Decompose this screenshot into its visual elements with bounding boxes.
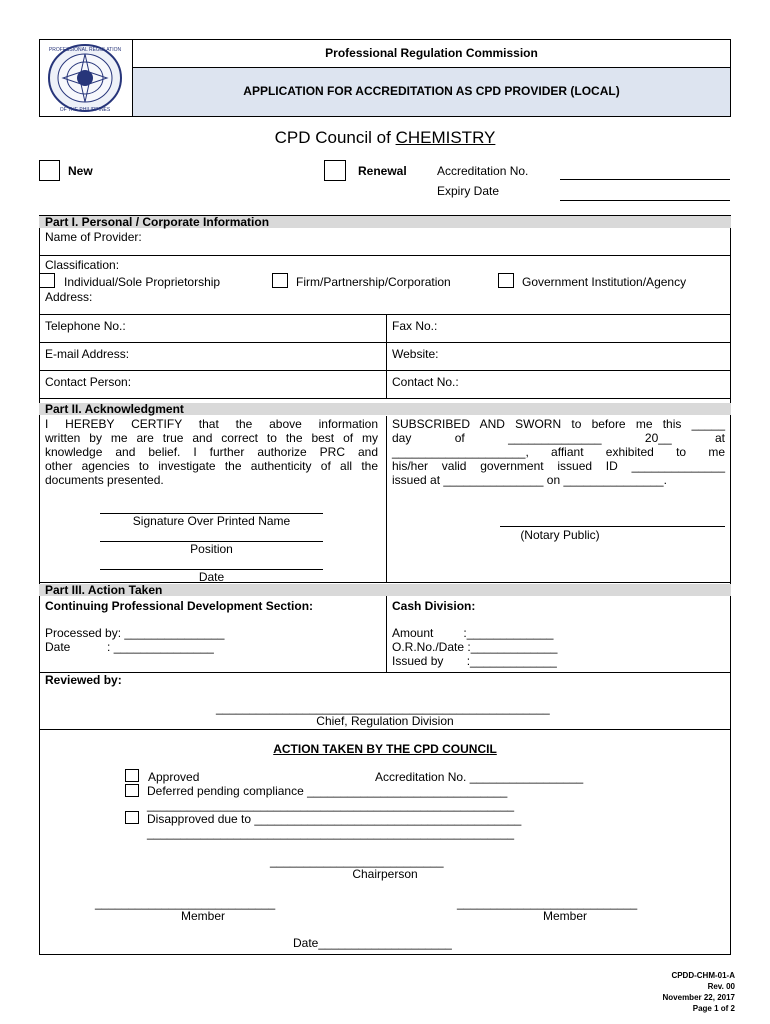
- signature-label: Signature Over Printed Name: [132, 514, 291, 528]
- fax-label: Fax No.:: [392, 319, 438, 333]
- approved-checkbox[interactable]: [125, 769, 139, 782]
- amount-field[interactable]: Amount :_____________: [392, 626, 554, 640]
- certify-line: I HEREBY CERTIFY that the above information: [45, 417, 378, 431]
- firm-label: Firm/Partnership/Corporation: [296, 275, 451, 289]
- or-no-field[interactable]: O.R.No./Date :_____________: [392, 640, 558, 654]
- form-title: APPLICATION FOR ACCREDITATION AS CPD PROVIDER (LOCAL): [243, 84, 620, 98]
- website-label: Website:: [392, 347, 439, 361]
- certify-statement: [45, 417, 378, 487]
- firm-checkbox[interactable]: [272, 273, 288, 288]
- form-revision: Rev. 00: [707, 982, 735, 991]
- disapproved-checkbox[interactable]: [125, 811, 139, 824]
- org-name: Professional Regulation Commission: [325, 46, 538, 60]
- notary-label: (Notary Public): [520, 528, 600, 542]
- contact-person-label: Contact Person:: [45, 375, 132, 389]
- svg-text:OF THE PHILIPPINES: OF THE PHILIPPINES: [59, 107, 111, 113]
- disapproved-label[interactable]: Disapproved due to ________________________________________: [147, 812, 522, 826]
- classification-label: Classification:: [45, 258, 120, 272]
- council-title: [39, 128, 731, 148]
- name-of-provider-label: Name of Provider:: [45, 230, 142, 244]
- accreditation-no-label: Accreditation No.: [437, 164, 529, 178]
- issued-by-field[interactable]: Issued by :_____________: [392, 654, 557, 668]
- member-right-line[interactable]: ___________________________: [457, 896, 638, 910]
- deferred-continuation[interactable]: _______________________________________________________: [147, 798, 515, 812]
- svg-text:PROFESSIONAL REGULATION: PROFESSIONAL REGULATION: [48, 47, 122, 53]
- email-label: E-mail Address:: [45, 347, 130, 361]
- individual-label: Individual/Sole Proprietorship: [64, 275, 221, 289]
- telephone-label: Telephone No.:: [45, 319, 126, 333]
- deferred-checkbox[interactable]: [125, 784, 139, 797]
- cpd-section-label: Continuing Professional Development Section:: [45, 599, 314, 613]
- date-label: Date: [198, 570, 225, 584]
- part3-col-divider: [386, 596, 387, 672]
- approved-label: Approved: [148, 770, 200, 784]
- processed-by-field[interactable]: Processed by: _______________: [45, 626, 225, 640]
- part1-heading: Part I. Personal / Corporate Information: [45, 215, 270, 229]
- expiry-date-field[interactable]: [560, 200, 730, 201]
- cash-division-label: Cash Division:: [392, 599, 476, 613]
- individual-checkbox[interactable]: [39, 273, 55, 288]
- part2-heading: Part II. Acknowledgment: [45, 402, 184, 416]
- sworn-line: his/her valid government issued ID ______________: [392, 459, 725, 473]
- government-label: Government Institution/Agency: [522, 275, 687, 289]
- sworn-line: issued at _______________ on _______________.: [392, 473, 667, 487]
- council-accreditation-no[interactable]: Accreditation No. _________________: [375, 770, 584, 784]
- expiry-date-label: Expiry Date: [437, 184, 500, 198]
- form-code: CPDD-CHM-01-A: [671, 971, 735, 980]
- position-label: Position: [190, 542, 233, 556]
- rule-email: [39, 370, 731, 371]
- government-checkbox[interactable]: [498, 273, 514, 288]
- form-date: November 22, 2017: [662, 993, 735, 1002]
- renewal-checkbox[interactable]: [324, 160, 346, 181]
- rule-address: [39, 314, 731, 315]
- certify-line: knowledge and belief. I further authorize PRC and: [45, 445, 378, 459]
- rule-reviewed: [39, 729, 731, 730]
- part2-col-divider: [386, 416, 387, 582]
- member-left-label: Member: [180, 909, 225, 923]
- notary-line[interactable]: [500, 526, 725, 527]
- new-label: New: [68, 164, 93, 178]
- accreditation-no-field[interactable]: [560, 179, 730, 180]
- reviewed-by-label: Reviewed by:: [45, 673, 122, 687]
- rule-part3: [39, 672, 731, 673]
- chairperson-label: Chairperson: [352, 867, 418, 881]
- footer-code: [663, 970, 736, 1014]
- certify-line: written by me are true and correct to the best of my: [45, 431, 378, 445]
- deferred-label[interactable]: Deferred pending compliance ______________________________: [147, 784, 508, 798]
- renewal-label: Renewal: [358, 164, 407, 178]
- certify-line: other agencies to investigate the authenticity of all the: [45, 459, 378, 473]
- rule-provider: [39, 255, 731, 256]
- member-right-label: Member: [542, 909, 587, 923]
- council-action-heading: ACTION TAKEN BY THE CPD COUNCIL: [273, 742, 497, 756]
- rule-contact: [39, 398, 731, 399]
- page-number: Page 1 of 2: [692, 1004, 735, 1013]
- rule-telephone: [39, 342, 731, 343]
- chief-label: Chief, Regulation Division: [316, 714, 454, 728]
- sworn-line: ____________________, affiant exhibited to me: [392, 445, 725, 459]
- disapproved-continuation[interactable]: _______________________________________________________: [147, 826, 515, 840]
- new-checkbox[interactable]: [39, 160, 60, 181]
- address-label: Address:: [45, 290, 93, 304]
- member-left-line[interactable]: ___________________________: [95, 896, 276, 910]
- part3-heading: Part III. Action Taken: [45, 583, 163, 597]
- council-name: CHEMISTRY: [395, 128, 496, 147]
- sworn-statement: [392, 417, 725, 487]
- part1-col-divider: [386, 314, 387, 398]
- sworn-line: SUBSCRIBED AND SWORN to before me this _____: [392, 417, 725, 431]
- council-prefix: CPD Council of: [274, 128, 396, 147]
- sworn-line: day of ______________ 20__ at: [392, 431, 725, 445]
- prc-seal-icon: [45, 42, 125, 114]
- council-date-field[interactable]: Date____________________: [293, 936, 452, 950]
- chief-line[interactable]: __________________________________________________: [216, 701, 550, 715]
- contact-no-label: Contact No.:: [392, 375, 459, 389]
- processed-date-field[interactable]: Date : _______________: [45, 640, 214, 654]
- certify-line: documents presented.: [45, 473, 164, 487]
- chairperson-line[interactable]: __________________________: [270, 854, 444, 868]
